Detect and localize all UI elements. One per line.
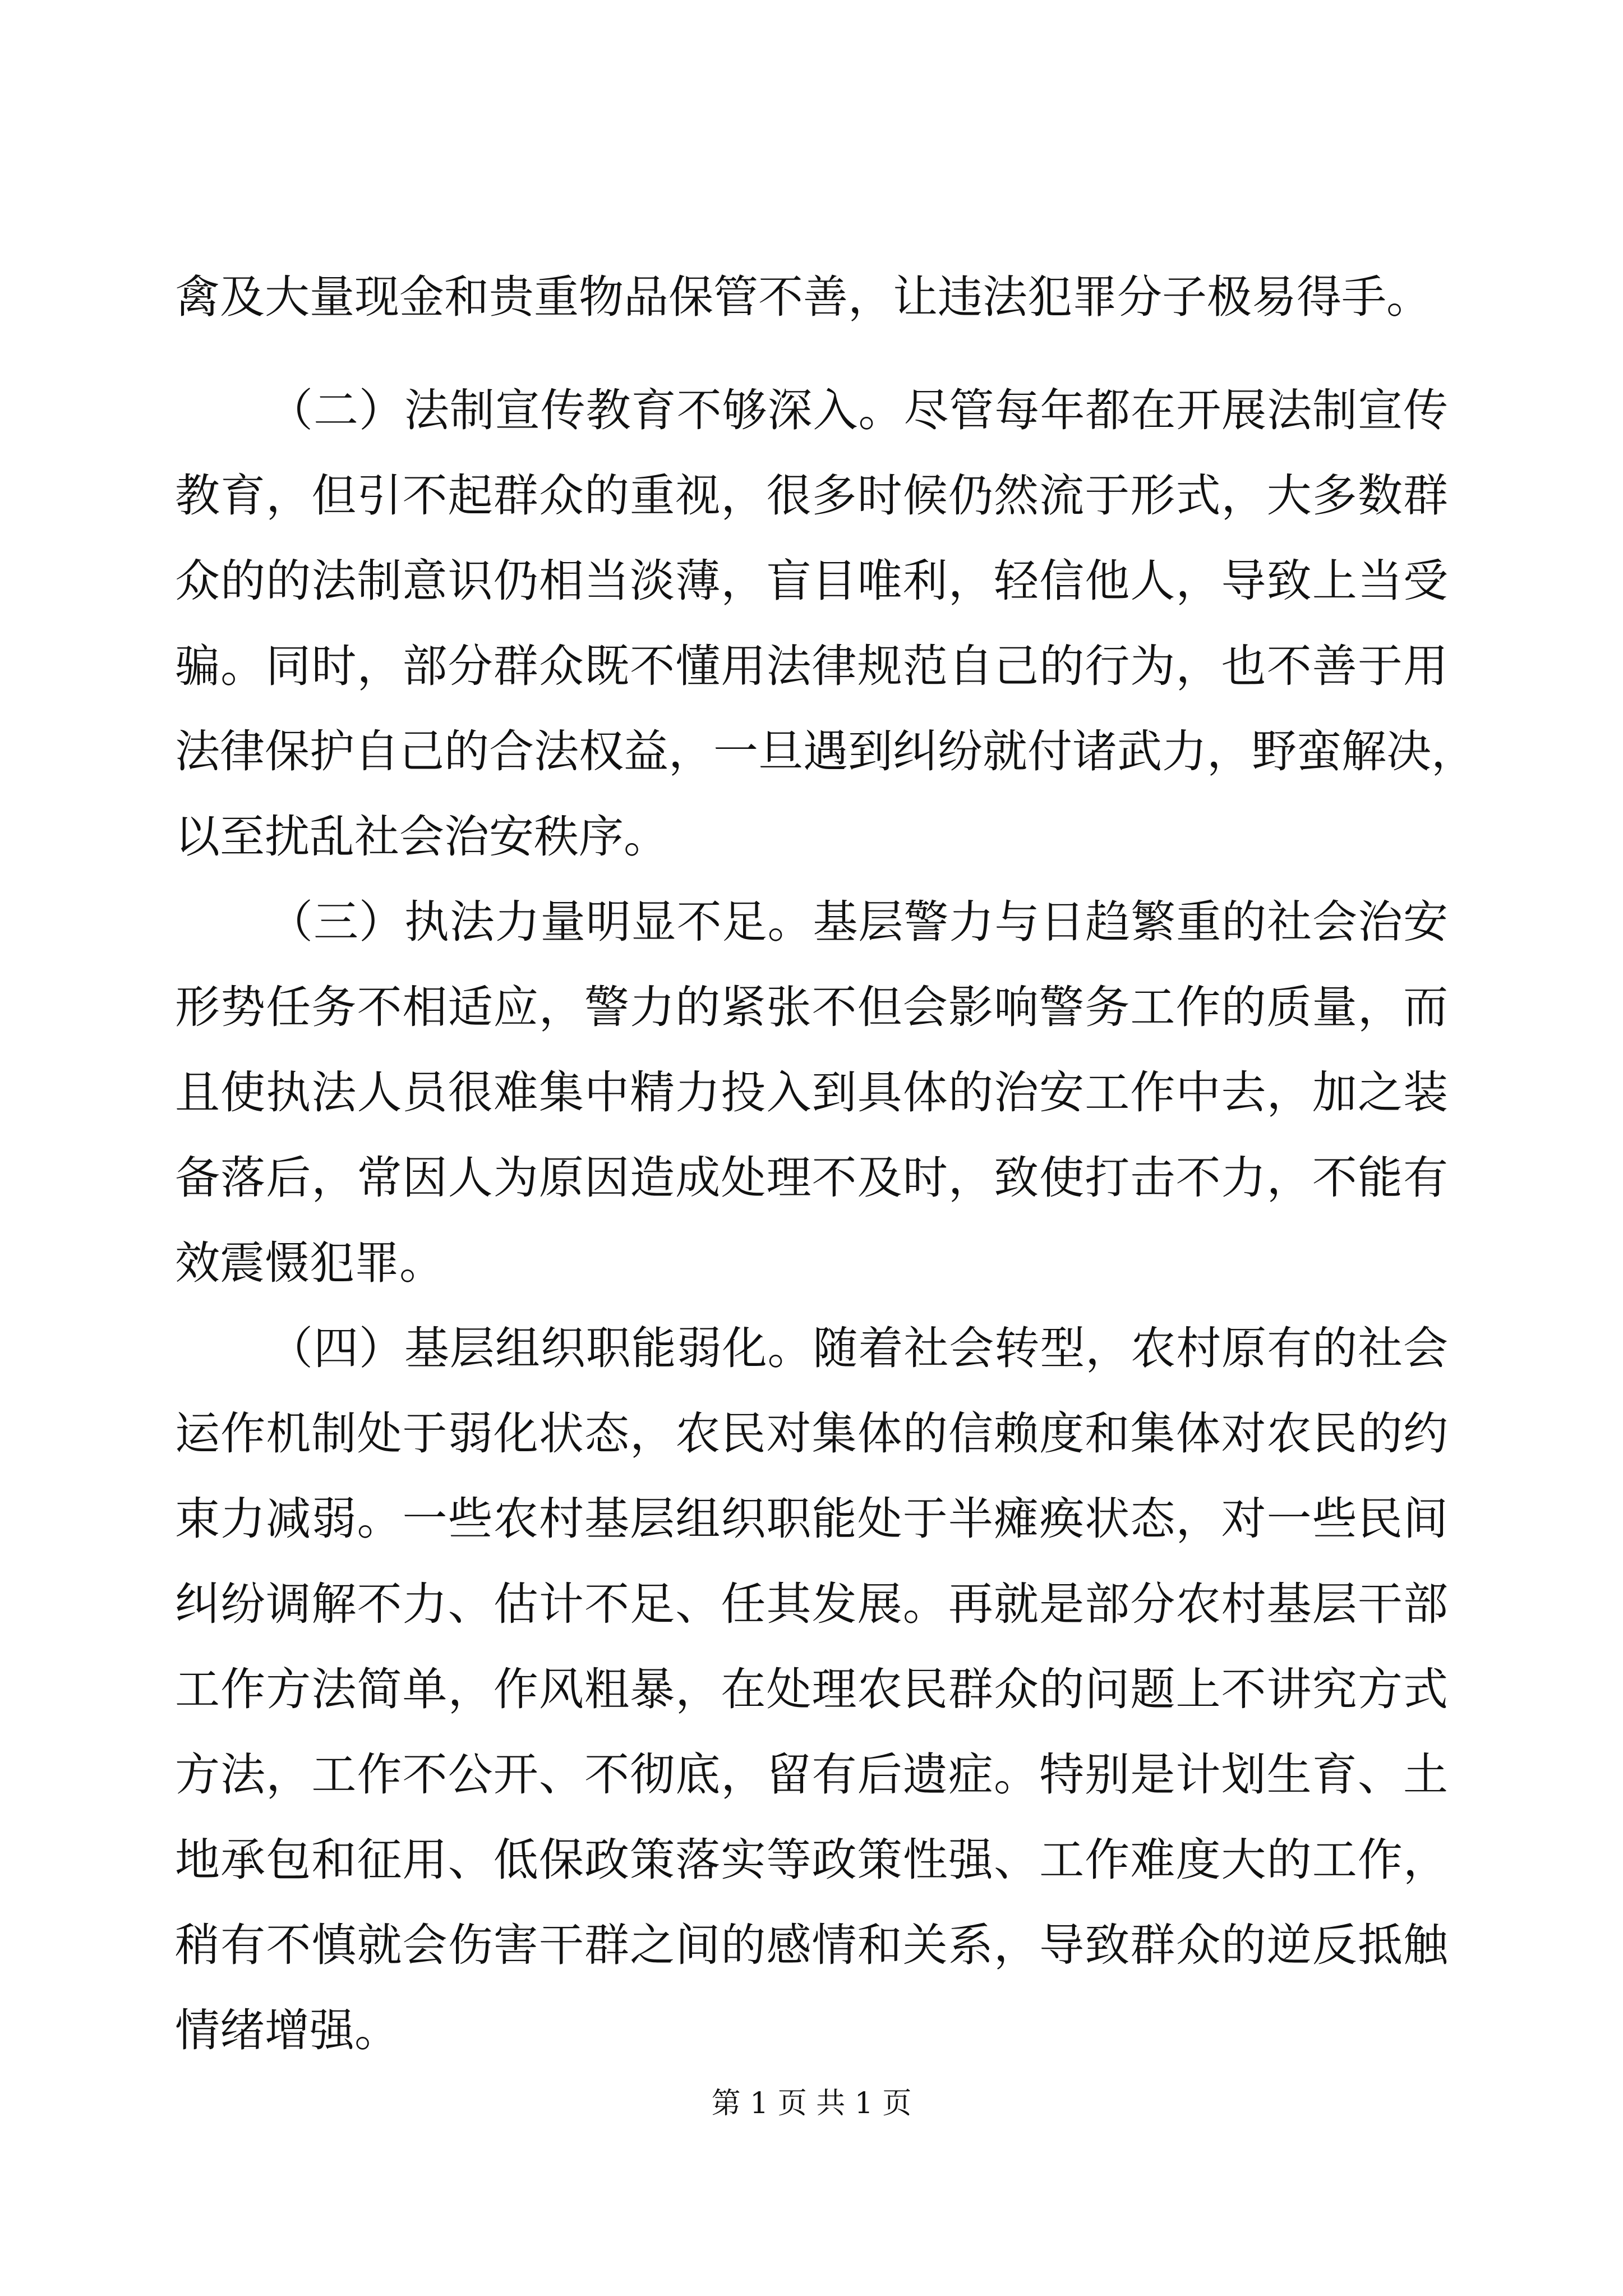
paragraph-4-line-2: 运作机制处于弱化状态，农民对集体的信赖度和集体对农民的约: [175, 1407, 1448, 1460]
paragraph-3-line-2: 形势任务不相适应，警力的紧张不但会影响警务工作的质量，而: [175, 981, 1448, 1033]
paragraph-2-line-4: 骗。同时，部分群众既不懂用法律规范自己的行为，也不善于用: [175, 640, 1448, 692]
paragraph-3-line-1: （三）执法力量明显不足。基层警力与日趋繁重的社会治安: [268, 896, 1448, 948]
page-number-footer: 第 1 页 共 1 页: [711, 2087, 912, 2120]
paragraph-2-line-1: （二）法制宣传教育不够深入。尽管每年都在开展法制宣传: [268, 384, 1448, 436]
paragraph-1-line-1: 禽及大量现金和贵重物品保管不善，让违法犯罪分子极易得手。: [175, 271, 1431, 323]
paragraph-4-line-3: 束力减弱。一些农村基层组织职能处于半瘫痪状态，对一些民间: [175, 1493, 1448, 1545]
paragraph-4-line-9: 情绪增强。: [175, 2004, 399, 2056]
paragraph-4-line-8: 稍有不慎就会伤害干群之间的感情和关系，导致群众的逆反抵触: [175, 1919, 1448, 1971]
paragraph-4-line-5: 工作方法简单，作风粗暴，在处理农民群众的问题上不讲究方式: [175, 1663, 1448, 1715]
paragraph-4-line-4: 纠纷调解不力、估计不足、任其发展。再就是部分农村基层干部: [175, 1578, 1448, 1630]
paragraph-2-line-2: 教育，但引不起群众的重视，很多时候仍然流于形式，大多数群: [175, 470, 1448, 522]
paragraph-2-line-5: 法律保护自己的合法权益，一旦遇到纠纷就付诸武力，野蛮解决，: [175, 725, 1476, 777]
paragraph-4-line-1: （四）基层组织职能弱化。随着社会转型，农村原有的社会: [268, 1322, 1448, 1374]
paragraph-3-line-4: 备落后，常因人为原因造成处理不及时，致使打击不力，不能有: [175, 1152, 1448, 1204]
paragraph-3-line-5: 效震慑犯罪。: [175, 1237, 444, 1289]
paragraph-4-line-7: 地承包和征用、低保政策落实等政策性强、工作难度大的工作，: [175, 1834, 1448, 1886]
paragraph-2-line-3: 众的的法制意识仍相当淡薄，盲目唯利，轻信他人，导致上当受: [175, 555, 1448, 607]
paragraph-2-line-6: 以至扰乱社会治安秩序。: [175, 811, 668, 863]
paragraph-3-line-3: 且使执法人员很难集中精力投入到具体的治安工作中去，加之装: [175, 1066, 1448, 1119]
paragraph-4-line-6: 方法，工作不公开、不彻底，留有后遗症。特别是计划生育、土: [175, 1749, 1448, 1801]
